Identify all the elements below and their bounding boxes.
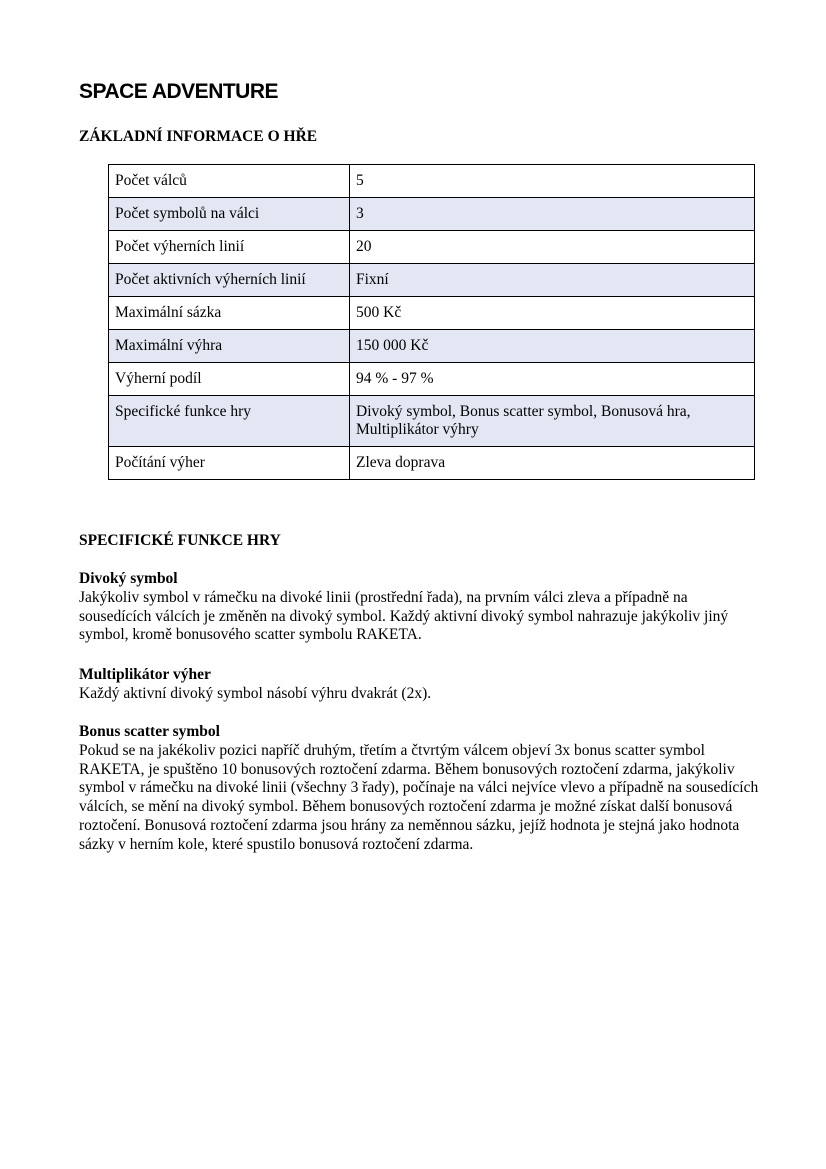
feature-bonus-scatter <box>79 723 759 855</box>
table-row <box>109 396 755 447</box>
feature-body: Každý aktivní divoký symbol násobí výhru dvakrát (2x). <box>79 684 432 702</box>
basic-info-heading: ZÁKLADNÍ INFORMACE O HŘE <box>79 128 318 145</box>
feature-heading: Divoký symbol <box>79 570 178 587</box>
table-cell-label: Počet výherních linií <box>109 231 350 264</box>
table-cell-value: 150 000 Kč <box>350 330 755 363</box>
table-row <box>109 297 755 330</box>
table-cell-value: Fixní <box>350 264 755 297</box>
table-cell-value: Divoký symbol, Bonus scatter symbol, Bonusová hra, Multiplikátor výhry <box>350 396 755 447</box>
feature-body: Jakýkoliv symbol v rámečku na divoké linii (prostřední řada), na prvním válci zleva a případně na sousedících válcích je změněn na divoký symbol. Každý aktivní divoký symbol nahrazuje jakýkoliv jiný symbol, kromě bonusového scatter symbolu RAKETA. <box>79 588 729 644</box>
table-cell-label: Výherní podíl <box>109 363 350 396</box>
table-cell-label: Počítání výher <box>109 447 350 480</box>
feature-wild-symbol <box>79 570 759 645</box>
game-info-table <box>108 164 755 480</box>
table-row <box>109 330 755 363</box>
feature-heading: Multiplikátor výher <box>79 666 211 683</box>
feature-heading: Bonus scatter symbol <box>79 723 220 740</box>
table-cell-label: Maximální sázka <box>109 297 350 330</box>
table-cell-label: Počet válců <box>109 165 350 198</box>
document-title: SPACE ADVENTURE <box>79 80 279 103</box>
table-cell-value: Zleva doprava <box>350 447 755 480</box>
table-row <box>109 447 755 480</box>
features-heading: SPECIFICKÉ FUNKCE HRY <box>79 532 281 549</box>
table-cell-label: Specifické funkce hry <box>109 396 350 447</box>
table-cell-label: Počet symbolů na válci <box>109 198 350 231</box>
table-row <box>109 198 755 231</box>
table-cell-value: 3 <box>350 198 755 231</box>
table-row <box>109 165 755 198</box>
table-row <box>109 363 755 396</box>
feature-multiplier <box>79 666 759 704</box>
table-cell-value: 20 <box>350 231 755 264</box>
table-row <box>109 264 755 297</box>
table-row <box>109 231 755 264</box>
table-cell-value: 5 <box>350 165 755 198</box>
table-cell-value: 500 Kč <box>350 297 755 330</box>
table-cell-label: Počet aktivních výherních linií <box>109 264 350 297</box>
feature-body: Pokud se na jakékoliv pozici napříč druhým, třetím a čtvrtým válcem objeví 3x bonus scatter symbol RAKETA, je spuštěno 10 bonusových roztočení zdarma. Během bonusových roztočení zdarma, jakýkoliv symbol v rámečku na divoké linii (všechny 3 řady), počínaje na válci nejvíce vlevo a případně na sousedících válcích, se mění na divoký symbol. Během bonusových roztočení zdarma je možné získat další bonusová roztočení. Bonusová roztočení zdarma jsou hrány za neměnnou sázku, jejíž hodnota je stejná jako hodnota sázky v herním kole, které spustilo bonusová roztočení zdarma. <box>79 741 759 853</box>
table-cell-label: Maximální výhra <box>109 330 350 363</box>
table-cell-value: 94 % - 97 % <box>350 363 755 396</box>
